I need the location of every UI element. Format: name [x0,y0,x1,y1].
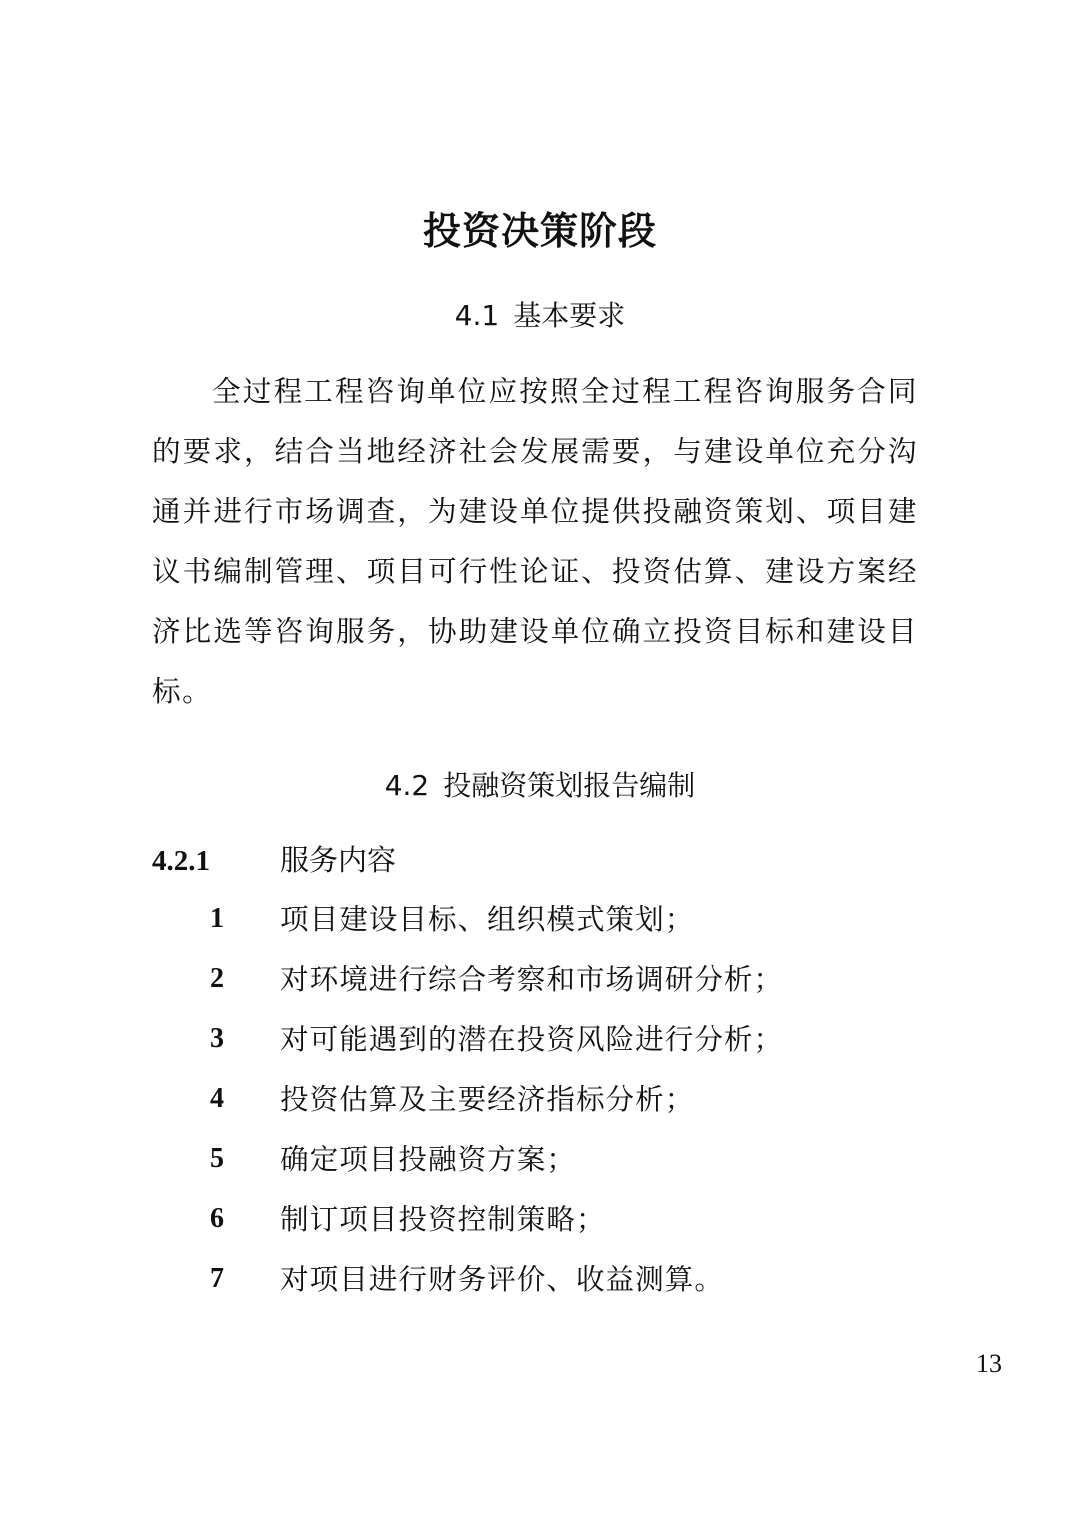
list-item-text: 投资估算及主要经济指标分析； [280,1082,695,1116]
list-item-number: 3 [210,1023,225,1054]
list-item-text: 对可能遇到的潜在投资风险进行分析； [280,1022,784,1056]
body-paragraph: 全过程工程咨询单位应按照全过程工程咨询服务合同的要求，结合当地经济社会发展需要，与建设单位充分沟通并进行市场调查，为建设单位提供投融资策划、项目建议书编制管理、项目可行性论证、投资估算、建设方案经济比选等咨询服务，协助建设单位确立投资目标和建设目标。 [152,374,918,708]
list-item-text: 对环境进行综合考察和市场调研分析； [280,962,784,996]
section-heading-4-1 [0,296,1080,336]
section-heading-4-2 [0,766,1080,806]
page-number: 13 [976,1349,1002,1378]
subsection-heading-4-2-1 [152,838,396,882]
section-number: 4.2 [384,769,430,802]
section-number: 4.1 [454,299,500,332]
subsection-number: 4.2.1 [152,845,210,877]
list-item-number: 4 [210,1083,225,1114]
section-title: 基本要求 [513,299,626,332]
subsection-title: 服务内容 [280,843,397,877]
list-item-number: 6 [210,1203,225,1234]
list-item-text: 对项目进行财务评价、收益测算。 [280,1262,724,1296]
chapter-title: 投资决策阶段 [422,209,657,253]
list-item-text: 制订项目投资控制策略； [280,1202,606,1236]
list-item-text: 确定项目投融资方案； [280,1142,576,1176]
list-item-number: 7 [210,1263,225,1294]
section-title: 投融资策划报告编制 [443,769,696,802]
list-item-text: 项目建设目标、组织模式策划； [280,902,695,936]
list-item-number: 2 [210,963,225,994]
list-item-number: 1 [210,903,225,934]
list-item-number: 5 [210,1143,225,1174]
